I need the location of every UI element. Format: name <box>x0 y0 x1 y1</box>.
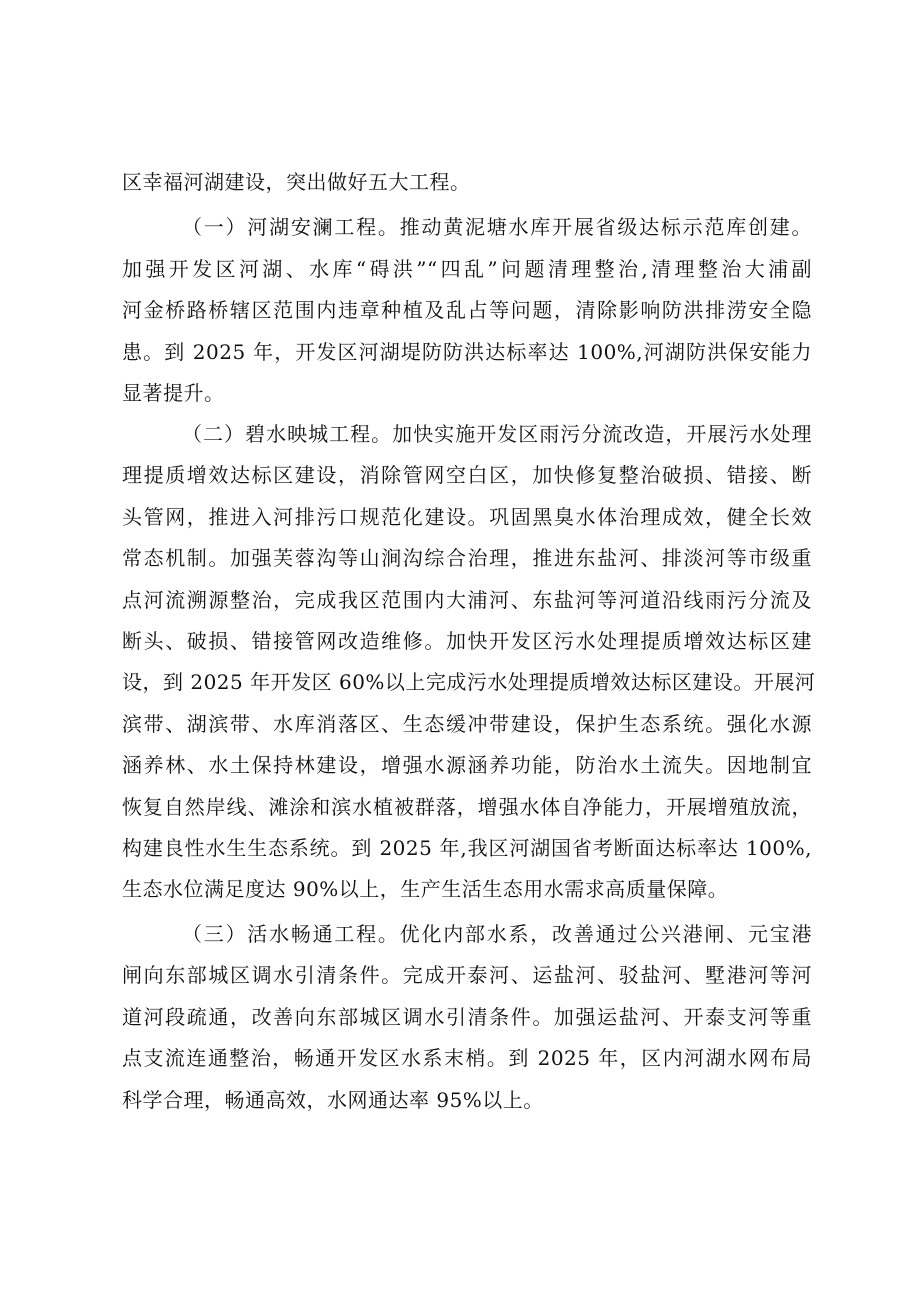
text-line: 生态水位满足度达 90%以上，生产生活生态用水需求高质量保障。 <box>122 877 729 901</box>
text-line: 点支流连通整治，畅通开发区水系末梢。到 2025 年，区内河湖水网布局 <box>122 1046 812 1070</box>
text-line: 道河段疏通，改善向东部城区调水引清条件。加强运盐河、开泰支河等重 <box>122 1005 812 1029</box>
text-line: 理提质增效达标区建设，消除管网空白区，加快修复整治破损、错接、断 <box>122 463 812 487</box>
text-line: 构建良性水生生态系统。到 2025 年,我区河湖国省考断面达标率达 100%, <box>122 836 812 860</box>
text-line: 头管网，推进入河排污口规范化建设。巩固黑臭水体治理成效，健全长效 <box>122 505 812 529</box>
text-line: 区幸福河湖建设，突出做好五大工程。 <box>122 170 471 194</box>
text-line: 断头、破损、错接管网改造维修。加快开发区污水处理提质增效达标区建 <box>122 629 812 653</box>
text-line: 显著提升。 <box>122 381 225 405</box>
text-line: 河金桥路桥辖区范围内违章种植及乱占等问题，清除影响防洪排涝安全隐 <box>122 298 812 322</box>
section-heading-line: （一）河湖安澜工程。推动黄泥塘水库开展省级达标示范库创建。 <box>182 215 812 239</box>
text-line: 设，到 2025 年开发区 60%以上完成污水处理提质增效达标区建设。开展河 <box>122 670 816 694</box>
text-line: 常态机制。加强芙蓉沟等山涧沟综合治理，推进东盐河、排淡河等市级重 <box>122 546 812 570</box>
text-line: 闸向东部城区调水引清条件。完成开泰河、运盐河、驳盐河、墅港河等河 <box>122 963 812 987</box>
text-line: 滨带、湖滨带、水库消落区、生态缓冲带建设，保护生态系统。强化水源 <box>122 712 812 736</box>
section-heading-line: （二）碧水映城工程。加快实施开发区雨污分流改造，开展污水处理 <box>182 422 812 446</box>
text-line: 恢复自然岸线、滩涂和滨水植被群落，增强水体自净能力，开展增殖放流， <box>122 795 812 819</box>
text-line: 点河流溯源整治，完成我区范围内大浦河、东盐河等河道沿线雨污分流及 <box>122 588 812 612</box>
text-line: 加强开发区河湖、水库“碍洪”“四乱”问题清理整治,清理整治大浦副 <box>122 257 812 281</box>
section-heading-line: （三）活水畅通工程。优化内部水系，改善通过公兴港闸、元宝港 <box>182 922 812 946</box>
text-line: 患。到 2025 年，开发区河湖堤防防洪达标率达 100%,河湖防洪保安能力 <box>122 340 812 364</box>
text-line: 涵养林、水土保持林建设，增强水源涵养功能，防治水土流失。因地制宜 <box>122 753 812 777</box>
text-line: 科学合理，畅通高效，水网通达率 95%以上。 <box>122 1088 544 1112</box>
